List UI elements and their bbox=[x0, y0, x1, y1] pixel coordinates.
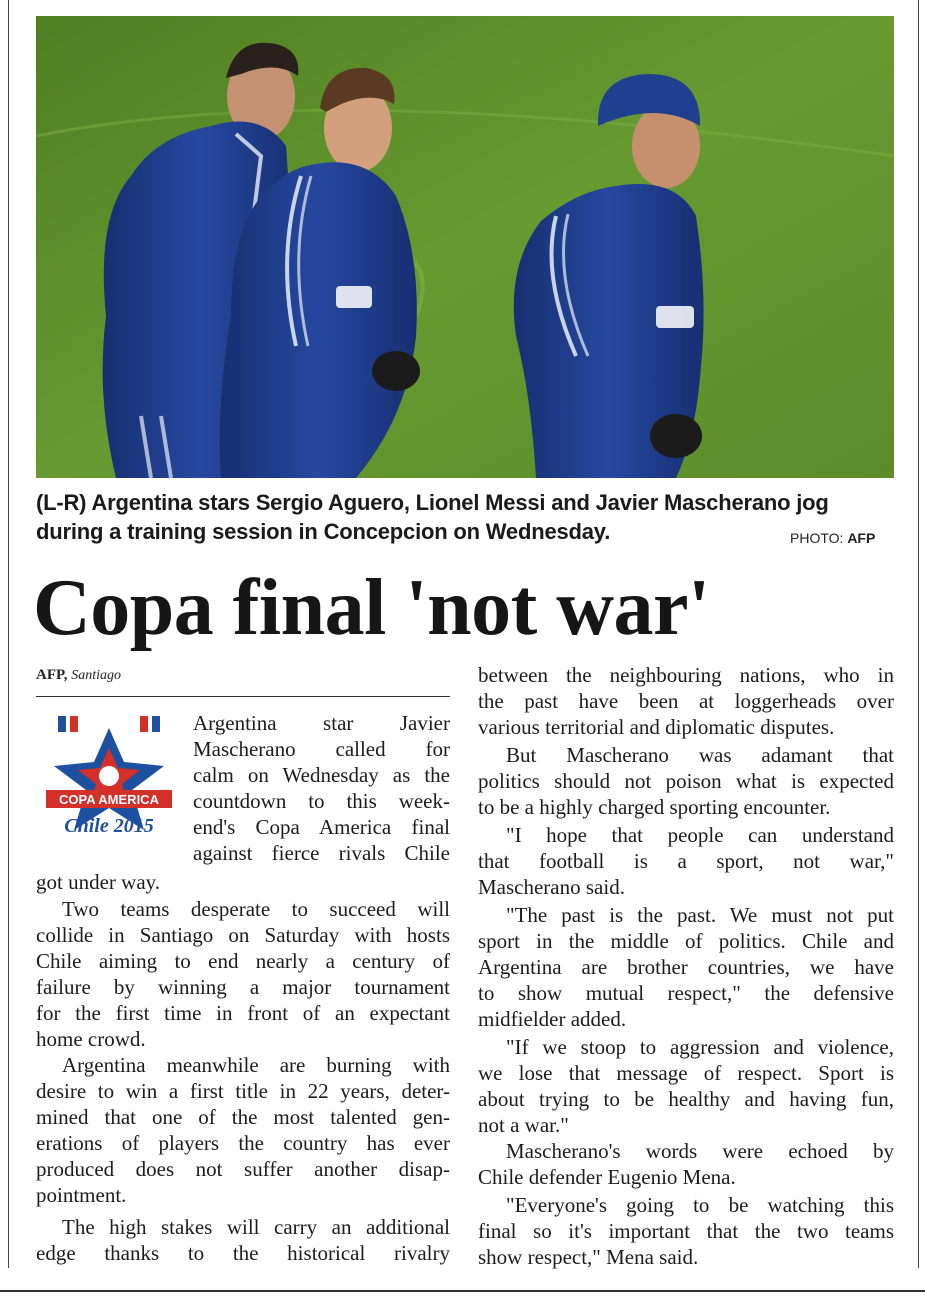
article-line: calm on Wednesday as the bbox=[193, 763, 450, 787]
article-line: countdown to this week- bbox=[193, 789, 450, 813]
page-bottom-rule bbox=[0, 1290, 925, 1292]
byline-agency: AFP, bbox=[36, 667, 68, 683]
article-line: to show mutual respect," the defensive bbox=[478, 981, 894, 1005]
headline: Copa final 'not war' bbox=[33, 564, 710, 652]
article-line: Mascherano's words were echoed by bbox=[506, 1139, 894, 1163]
article-line: between the neighbouring nations, who in bbox=[478, 663, 894, 687]
article-line: the past have been at loggerheads over bbox=[478, 689, 894, 713]
article-line: Two teams desperate to succeed will bbox=[62, 897, 450, 921]
article-line: edge thanks to the historical rivalry bbox=[36, 1241, 450, 1265]
article-line: for the first time in front of an expectant bbox=[36, 1001, 450, 1025]
article-line: Mascherano said. bbox=[478, 875, 625, 899]
article-line: midfielder added. bbox=[478, 1007, 627, 1031]
logo-text-2: Chile 2015 bbox=[64, 815, 154, 837]
caption-line: (L-R) Argentina stars Sergio Aguero, Lionel Messi and Javier Mascherano jog bbox=[36, 490, 829, 515]
page-border-right bbox=[918, 0, 919, 1268]
training-photo-illustration bbox=[36, 16, 894, 478]
article-line: we lose that message of respect. Sport is bbox=[478, 1061, 894, 1085]
copa-america-logo bbox=[36, 710, 182, 850]
photo-credit bbox=[790, 530, 875, 546]
article-line: Chile aiming to end nearly a century of bbox=[36, 949, 450, 973]
article-line: politics should not poison what is expected bbox=[478, 769, 894, 793]
credit-prefix: PHOTO: bbox=[790, 530, 848, 546]
article-line: pointment. bbox=[36, 1183, 127, 1207]
article-line: Argentina star Javier bbox=[193, 711, 450, 735]
article-line: final so it's important that the two teams bbox=[478, 1219, 894, 1243]
article-line: "Everyone's going to be watching this bbox=[506, 1193, 894, 1217]
article-line: produced does not suffer another disap- bbox=[36, 1157, 450, 1181]
article-line: about trying to be healthy and having fun, bbox=[478, 1087, 894, 1111]
article-line: The high stakes will carry an additional bbox=[62, 1215, 450, 1239]
article-line: various territorial and diplomatic disputes. bbox=[478, 715, 835, 739]
article-line: end's Copa America final bbox=[193, 815, 450, 839]
byline bbox=[36, 667, 121, 684]
article-line: sport in the middle of politics. Chile and bbox=[478, 929, 894, 953]
article-line: got under way. bbox=[36, 870, 161, 894]
byline-rule bbox=[36, 696, 450, 697]
article-line: But Mascherano was adamant that bbox=[506, 743, 894, 767]
caption-line: during a training session in Concepcion on Wednesday. bbox=[36, 519, 611, 544]
article-line: home crowd. bbox=[36, 1027, 146, 1051]
article-line: show respect," Mena said. bbox=[478, 1245, 699, 1269]
article-line: "I hope that people can understand bbox=[506, 823, 894, 847]
logo-text-1: COPA AMERICA bbox=[59, 792, 159, 807]
article-line: Chile defender Eugenio Mena. bbox=[478, 1165, 736, 1189]
article-line: to be a highly charged sporting encounter. bbox=[478, 795, 831, 819]
article-line: mined that one of the most talented gen- bbox=[36, 1105, 450, 1129]
article-photo bbox=[36, 16, 894, 478]
article-line: collide in Santiago on Saturday with hosts bbox=[36, 923, 450, 947]
article-line: failure by winning a major tournament bbox=[36, 975, 450, 999]
article-line: Argentina are brother countries, we have bbox=[478, 955, 894, 979]
article-line: desire to win a first title in 22 years, deter- bbox=[36, 1079, 450, 1103]
article-line: not a war." bbox=[478, 1113, 569, 1137]
page-border-left bbox=[8, 0, 9, 1268]
article-line: "If we stoop to aggression and violence, bbox=[506, 1035, 894, 1059]
byline-city: Santiago bbox=[71, 668, 122, 683]
article-line: that football is a sport, not war," bbox=[478, 849, 894, 873]
credit-source: AFP bbox=[847, 530, 876, 546]
photo-caption bbox=[36, 488, 836, 546]
article-line: Mascherano called for bbox=[193, 737, 450, 761]
article-line: erations of players the country has ever bbox=[36, 1131, 450, 1155]
article-line: against fierce rivals Chile bbox=[193, 841, 450, 865]
article-line: "The past is the past. We must not put bbox=[506, 903, 894, 927]
article-line: Argentina meanwhile are burning with bbox=[62, 1053, 450, 1077]
